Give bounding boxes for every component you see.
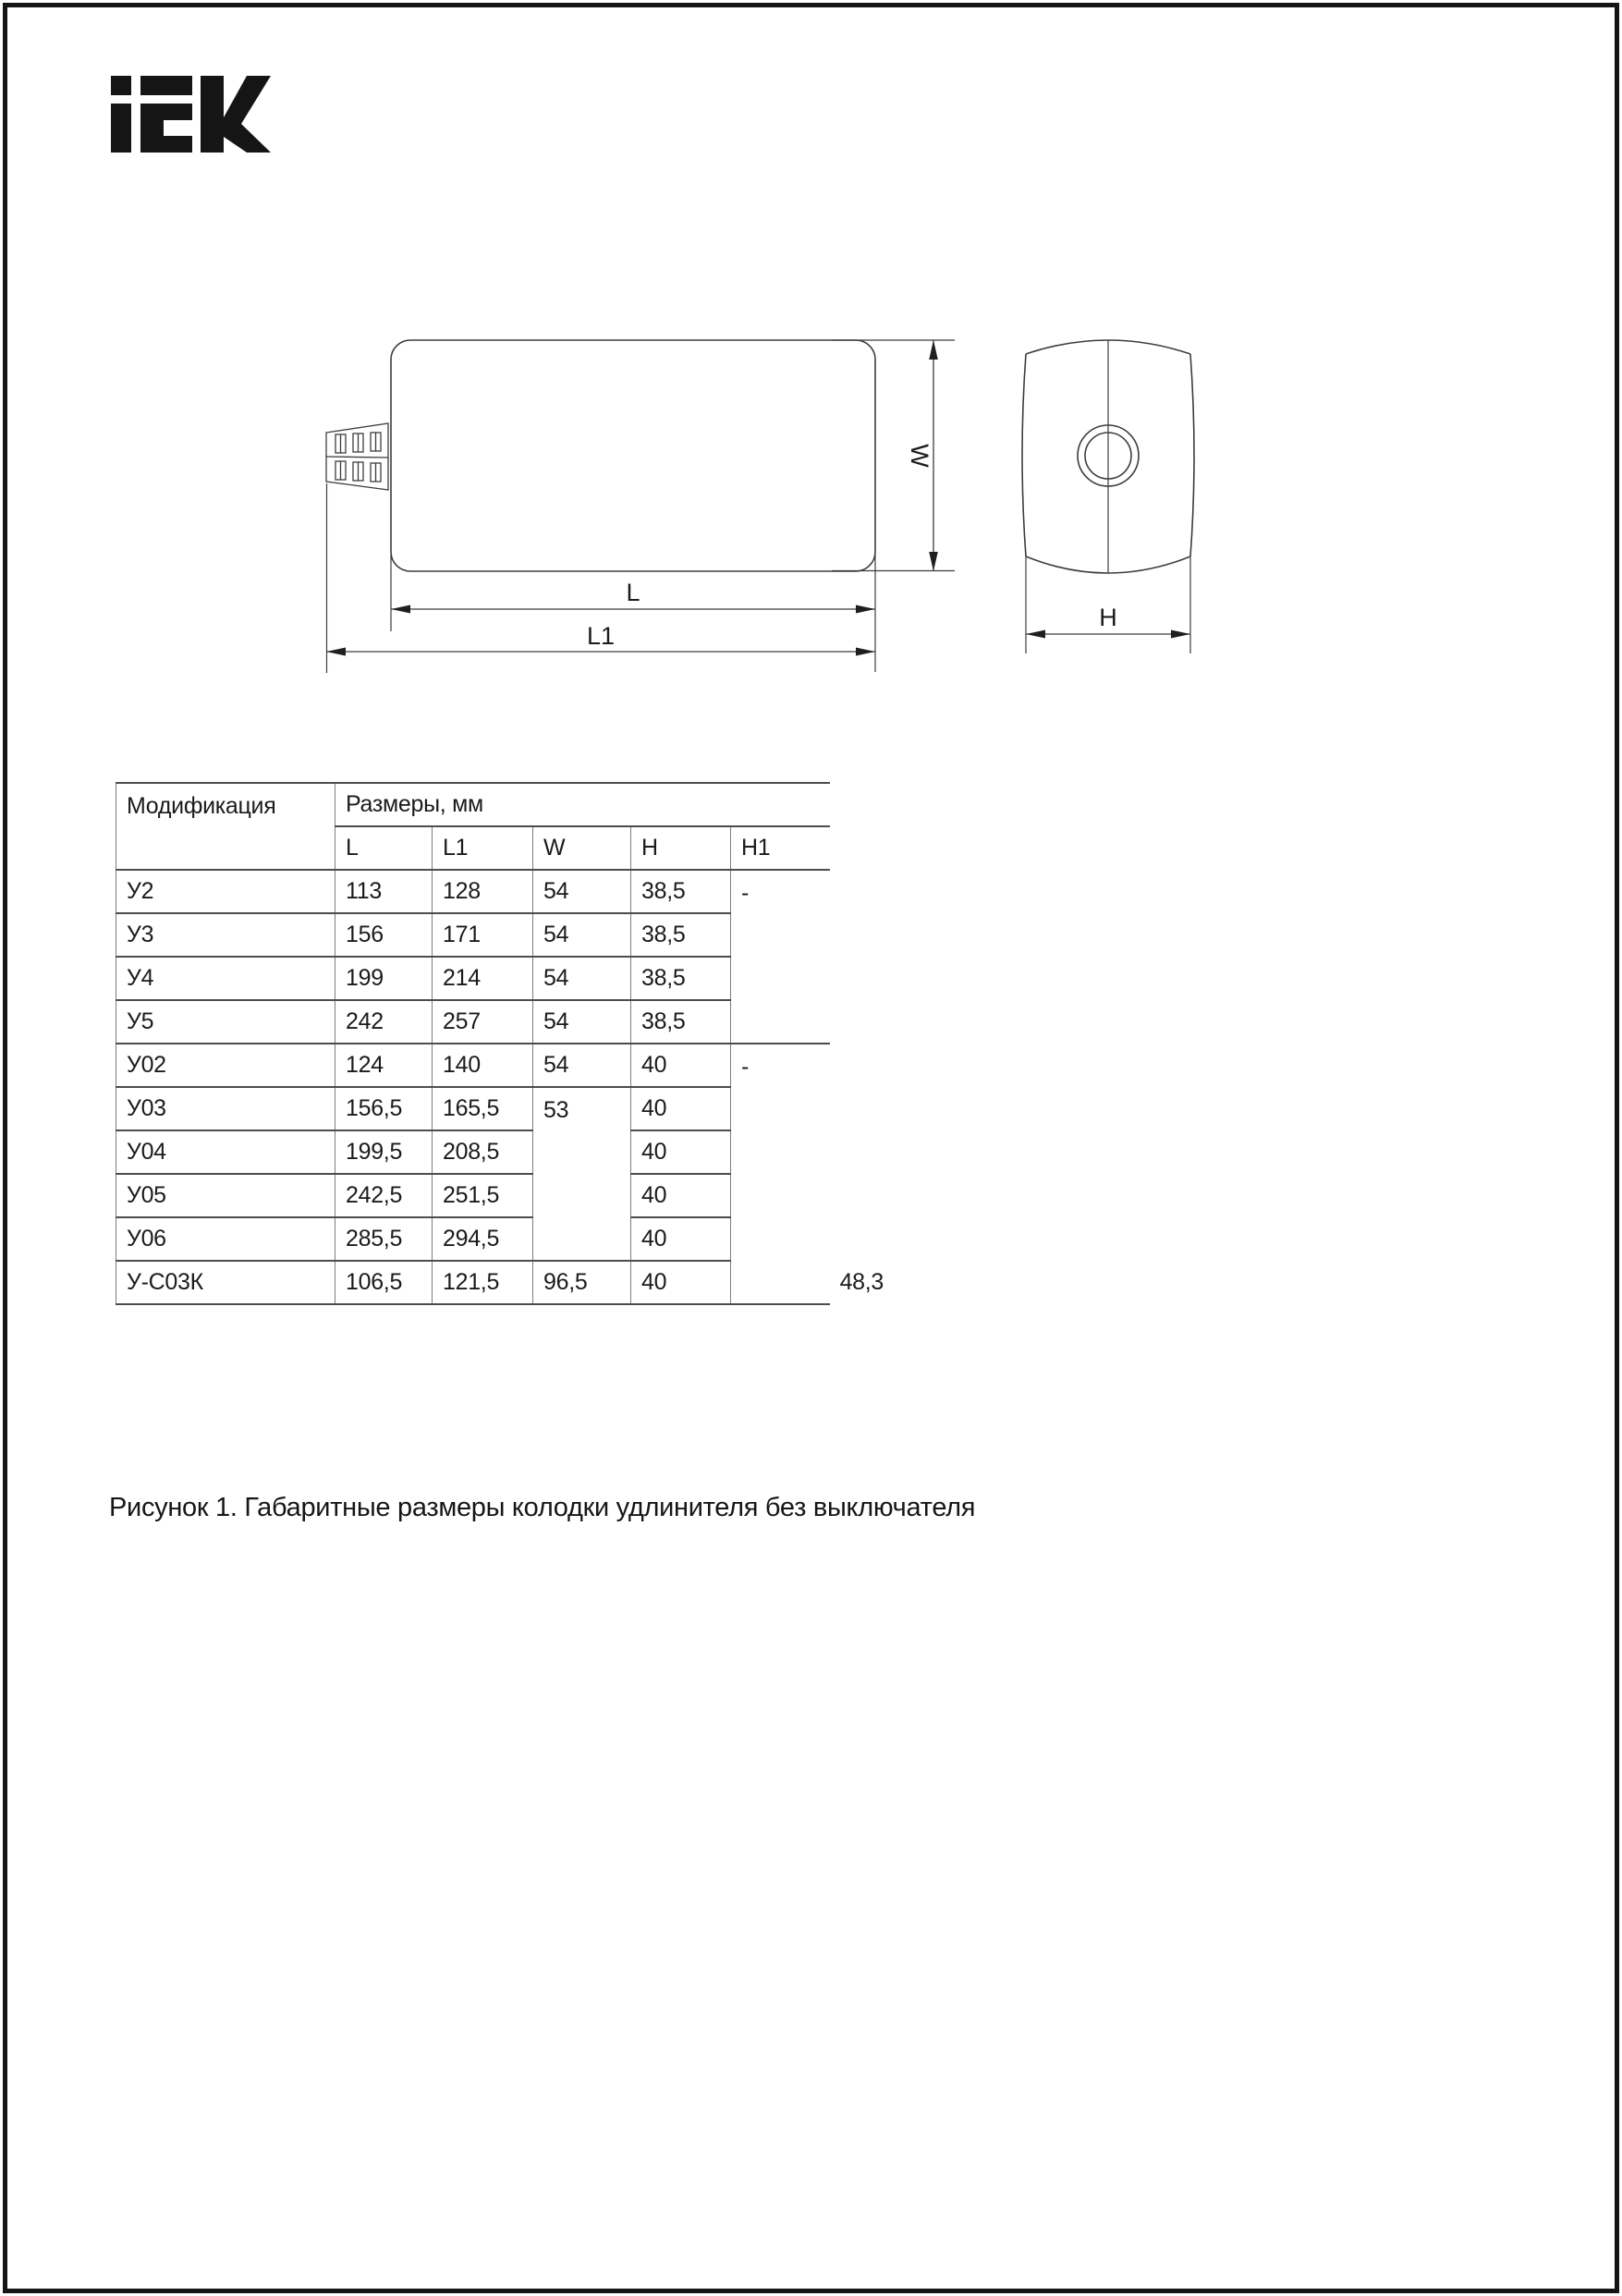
cell-l: 242 (335, 1000, 433, 1044)
cell-w: 54 (533, 913, 631, 957)
cell-l: 124 (335, 1044, 433, 1087)
cell-l: 242,5 (335, 1174, 433, 1217)
cell-h: 38,5 (631, 913, 731, 957)
header-col-h: H (631, 826, 731, 870)
dimension-drawing (314, 319, 1220, 698)
header-col-l: L (335, 826, 433, 870)
cell-h1-merged: - (731, 870, 830, 1044)
header-col-h1: H1 (731, 826, 830, 870)
table-row (116, 1217, 830, 1261)
cell-h: 40 (631, 1087, 731, 1130)
cell-l: 113 (335, 870, 433, 913)
plan-view-body-outline (391, 340, 875, 571)
cell-l1: 208,5 (433, 1130, 533, 1174)
cell-h: 38,5 (631, 1000, 731, 1044)
table-header-row-1 (116, 783, 830, 826)
cell-l1: 140 (433, 1044, 533, 1087)
cell-l1: 171 (433, 913, 533, 957)
cell-l: 156,5 (335, 1087, 433, 1130)
cell-model: У04 (116, 1130, 335, 1174)
cell-model: У4 (116, 957, 335, 1000)
cell-h: 38,5 (631, 870, 731, 913)
table-row (116, 1044, 830, 1087)
cell-model: У05 (116, 1174, 335, 1217)
cell-h: 40 (631, 1261, 731, 1304)
iek-logo (97, 65, 282, 162)
cell-h: 40 (631, 1217, 731, 1261)
table-row (116, 1174, 830, 1217)
figure-caption: Рисунок 1. Габаритные размеры колодки удлинителя без выключателя (109, 1493, 976, 1522)
cell-h1-merged: - (731, 1044, 830, 1304)
cell-w: 96,5 (533, 1261, 631, 1304)
table-row (116, 913, 830, 957)
cell-w: 54 (533, 957, 631, 1000)
dimension-arrowheads (326, 340, 1190, 656)
cell-l1: 214 (433, 957, 533, 1000)
table-row (116, 957, 830, 1000)
end-view-outline (1022, 340, 1194, 573)
cell-w: 54 (533, 1044, 631, 1087)
extension-lines (327, 340, 1191, 673)
cell-l1: 121,5 (433, 1261, 533, 1304)
table-row: У-С03К 106,5 121,5 96,5 40 48,3 (116, 1261, 830, 1304)
table-row (116, 1087, 830, 1130)
cell-w: 54 (533, 870, 631, 913)
cell-l1: 251,5 (433, 1174, 533, 1217)
dimension-label-W: W (906, 444, 933, 468)
header-col-l1: L1 (433, 826, 533, 870)
cell-model: У02 (116, 1044, 335, 1087)
cell-l: 156 (335, 913, 433, 957)
dimensions-table (116, 782, 884, 1305)
cell-l: 106,5 (335, 1261, 433, 1304)
dimension-label-L: L (626, 579, 640, 606)
cell-l1: 257 (433, 1000, 533, 1044)
cell-model: У06 (116, 1217, 335, 1261)
table-row (116, 1000, 830, 1044)
header-col-w: W (533, 826, 631, 870)
dimension-label-H: H (1099, 604, 1117, 631)
cell-h: 40 (631, 1044, 731, 1087)
cell-l: 199 (335, 957, 433, 1000)
cell-l1: 128 (433, 870, 533, 913)
cell-w-merged: 53 (533, 1087, 631, 1261)
header-modification: Модификация (116, 783, 335, 870)
table-row (116, 1130, 830, 1174)
cell-h: 38,5 (631, 957, 731, 1000)
cell-l: 285,5 (335, 1217, 433, 1261)
dimension-label-L1: L1 (586, 622, 616, 650)
cell-w: 54 (533, 1000, 631, 1044)
cell-model: У-С03К (116, 1261, 335, 1304)
cable-gland (326, 423, 388, 490)
cell-model: У5 (116, 1000, 335, 1044)
cell-model: У3 (116, 913, 335, 957)
table-row (116, 870, 830, 913)
cell-model: У2 (116, 870, 335, 913)
cell-l1: 294,5 (433, 1217, 533, 1261)
dimension-lines (326, 340, 1190, 652)
header-sizes-group: Размеры, мм (335, 783, 830, 826)
cell-h: 40 (631, 1130, 731, 1174)
cell-l: 199,5 (335, 1130, 433, 1174)
cell-model: У03 (116, 1087, 335, 1130)
cell-h: 40 (631, 1174, 731, 1217)
iek-logo-glyphs (111, 76, 271, 153)
cell-l1: 165,5 (433, 1087, 533, 1130)
